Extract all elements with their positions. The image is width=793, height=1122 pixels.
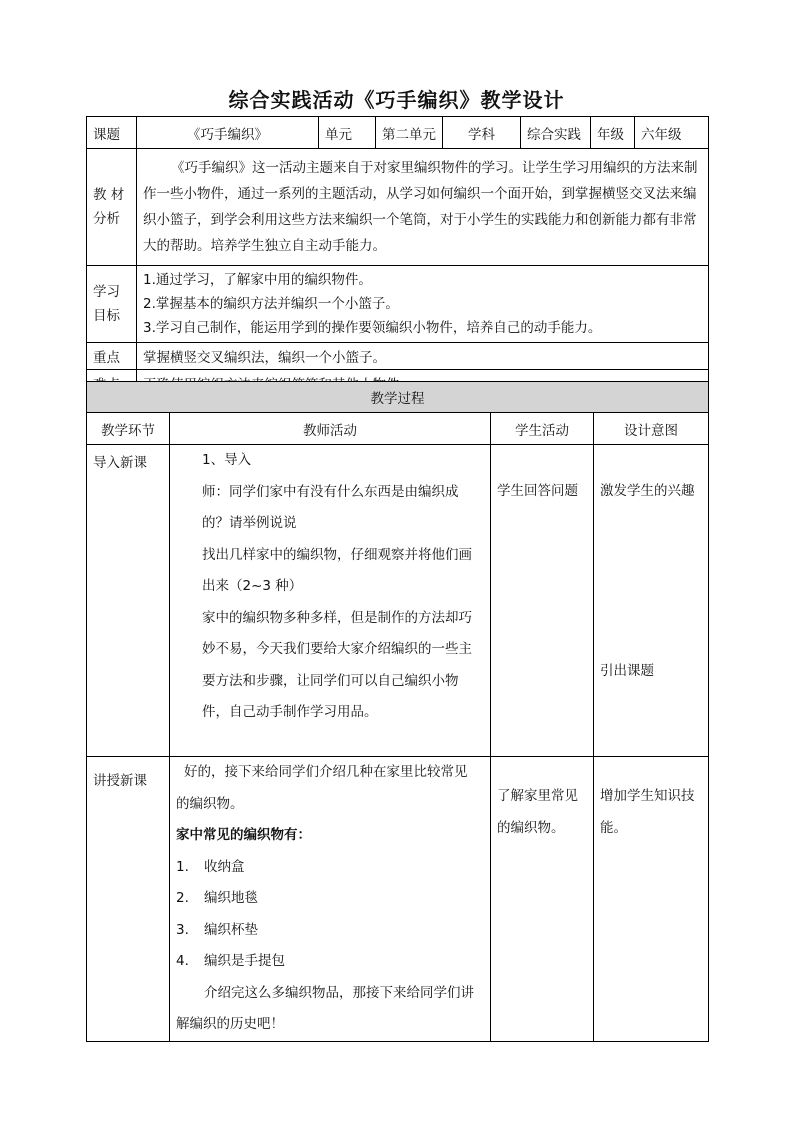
teach-teacher-activity xyxy=(170,757,491,1042)
intro-teacher-line: 件，自己动手制作学习用品。 xyxy=(202,704,378,720)
teach-student-line: 的编织物。 xyxy=(497,819,565,836)
intro-teacher-line: 要方法和步骤，让同学们可以自己编织小物 xyxy=(202,672,459,689)
teach-intent-line: 能。 xyxy=(600,819,627,836)
document-title: 综合实践活动《巧手编织》教学设计 xyxy=(228,88,565,112)
column-header-stage: 教学环节 xyxy=(87,413,170,445)
teach-teacher-line: 介绍完这么多编织物品，那接下来给同学们讲 xyxy=(204,984,474,1001)
teach-teacher-line: 好的，接下来给同学们介绍几种在家里比较常见 xyxy=(184,764,468,780)
intro-design-intent xyxy=(594,445,709,757)
column-header-student: 学生活动 xyxy=(491,413,594,445)
intro-teacher-line: 家中的编织物多种多样，但是制作的方法却巧 xyxy=(202,609,472,626)
key-point-label: 重点 xyxy=(87,343,137,370)
grade-label: 年级 xyxy=(591,117,635,149)
objectives-list xyxy=(137,266,709,343)
teach-intent-line: 增加学生知识技 xyxy=(600,788,695,804)
list-item-text: 编织是手提包 xyxy=(204,953,285,969)
list-item xyxy=(176,915,484,947)
intro-teacher-activity xyxy=(170,445,491,757)
intro-teacher-line: 出来（2~3 种） xyxy=(202,578,303,594)
teach-teacher-line: 的编织物。 xyxy=(176,795,244,812)
objective-item: 1.通过学习，了解家中用的编织物件。 xyxy=(143,272,372,288)
subject-label: 学科 xyxy=(443,117,521,149)
list-item xyxy=(176,946,484,978)
list-item xyxy=(176,852,484,884)
analysis-label-line2: 分析 xyxy=(93,211,120,227)
teach-common-items-heading: 家中常见的编织物有： xyxy=(176,827,311,843)
intro-teacher-line: 的？请举例说说 xyxy=(202,515,297,531)
analysis-label xyxy=(87,149,137,266)
grade-value: 六年级 xyxy=(635,117,709,149)
list-item-text: 编织地毯 xyxy=(204,890,258,906)
topic-value: 《巧手编织》 xyxy=(137,117,319,149)
process-header: 教学过程 xyxy=(87,382,709,413)
list-item-text: 收纳盒 xyxy=(204,858,245,875)
intro-student-activity: 学生回答问题 xyxy=(491,445,594,757)
objectives-label xyxy=(87,266,137,343)
teaching-process-table xyxy=(86,381,709,1042)
objective-item: 2.掌握基本的编织方法并编织一个小篮子。 xyxy=(143,296,399,312)
topic-label: 课题 xyxy=(87,117,137,149)
analysis-label-line1: 教 材 xyxy=(93,187,125,203)
list-item-number: 4. xyxy=(176,953,189,969)
key-point-text: 掌握横竖交叉编织法，编织一个小篮子。 xyxy=(137,343,709,370)
list-item-number: 1. xyxy=(176,858,189,875)
objective-item: 3.学习自己制作，能运用学到的操作要领编织小物件，培养自己的动手能力。 xyxy=(143,320,602,336)
unit-value: 第二单元 xyxy=(376,117,443,149)
intro-intent-1: 激发学生的兴趣 xyxy=(600,483,695,499)
teach-teacher-line: 解编织的历史吧！ xyxy=(176,1016,284,1032)
analysis-text: 《巧手编织》这一活动主题来自于对家里编织物件的学习。让学生学习用编织的方法来制作一些小物件，通过一系列的主题活动，从学习如何编织一个面开始，到掌握横竖交叉法来编织小篮子，到学会利用这些方法来编织一个笔筒，对于小学生的实践能力和创新能力都有非常大的帮助。培养学生独立自主动手能力。 xyxy=(137,149,709,266)
teach-stage: 讲授新课 xyxy=(87,757,170,1042)
unit-label: 单元 xyxy=(319,117,376,149)
intro-stage: 导入新课 xyxy=(87,445,170,757)
teach-design-intent xyxy=(594,757,709,1042)
teach-student-activity xyxy=(491,757,594,1042)
list-item-number: 2. xyxy=(176,890,189,906)
intro-teacher-line: 师：同学们家中有没有什么东西是由编织成 xyxy=(202,483,459,500)
intro-intent-2: 引出课题 xyxy=(600,663,654,679)
list-item xyxy=(176,883,484,915)
lesson-info-table xyxy=(86,116,709,397)
intro-teacher-line: 妙不易，今天我们要给大家介绍编织的一些主 xyxy=(202,641,472,657)
objectives-label-line1: 学习 xyxy=(93,284,120,300)
list-item-text: 编织杯垫 xyxy=(204,921,258,938)
objectives-label-line2: 目标 xyxy=(93,308,120,324)
subject-value: 综合实践 xyxy=(521,117,591,149)
list-item-number: 3. xyxy=(176,921,189,938)
teach-student-line: 了解家里常见 xyxy=(497,788,578,804)
column-header-intent: 设计意图 xyxy=(594,413,709,445)
intro-teacher-line: 找出几样家中的编织物，仔细观察并将他们画 xyxy=(202,546,472,563)
intro-teacher-line: 1、导入 xyxy=(202,452,252,468)
column-header-teacher: 教师活动 xyxy=(170,413,491,445)
